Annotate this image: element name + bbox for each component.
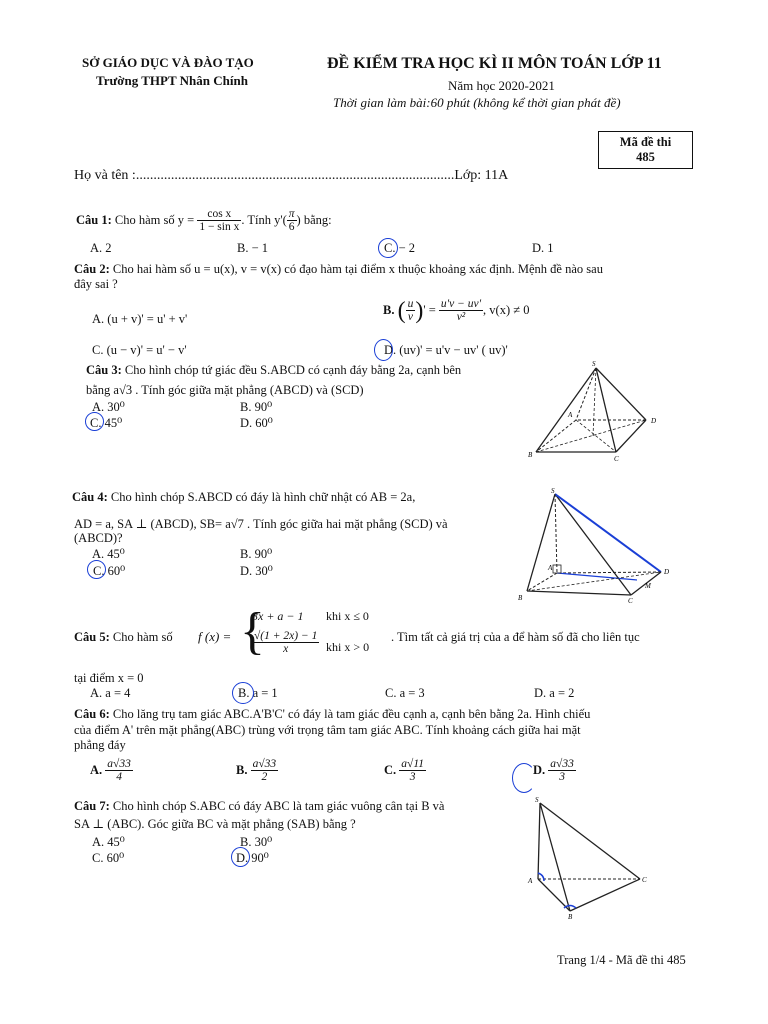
fig3-label-s: S (535, 796, 539, 804)
q1-answer-circle (378, 238, 398, 258)
q6-text-1: Cho lăng trụ tam giác ABC.A'B'C' có đáy là tam giác đều cạnh a, cạnh bên bằng 2a. Hình chiếu (112, 707, 591, 721)
q3-answer-circle (85, 412, 104, 431)
q2-option-b[interactable]: B. ( $\frac{u}{v}$ ) ' = $\frac{u'v - uv'}{\text{v²}}$ , v(x) ≠ 0 (383, 297, 530, 324)
fig1-label-d: D (651, 417, 657, 425)
q2-b-uv-fraction (406, 298, 416, 323)
q6-a-den: 4 (116, 771, 122, 784)
q6-a-label: A. (90, 763, 103, 778)
school-name: Trường THPT Nhân Chính (96, 73, 248, 88)
q5-case-2-num: √(1 + 2x) − 1 (254, 630, 318, 642)
q4-option-c[interactable]: C. 60⁰ (93, 564, 126, 578)
q5-option-c[interactable]: C. a = 3 (385, 686, 425, 700)
q4-label: Câu 4: (72, 490, 108, 504)
q5-case-1: 3x + a − 1 (252, 609, 304, 623)
fig3-base-bc (570, 879, 640, 911)
page-footer: Trang 1/4 - Mã đề thi 485 (557, 953, 686, 967)
q6-option-b[interactable] (236, 758, 278, 783)
fig3-edge-sa (538, 803, 540, 879)
q6-c-fraction (399, 758, 426, 783)
q5-option-b[interactable]: B. a = 1 (238, 686, 278, 700)
fig1-base-2 (616, 420, 646, 452)
q3-text-1: Cho hình chóp tứ giác đều S.ABCD có cạnh đáy bằng 2a, cạnh bên (124, 363, 462, 377)
fig3-label-a: A (528, 877, 533, 885)
fig2-label-s: S (551, 488, 555, 495)
q2-option-c[interactable]: C. (u − v)' = u' − v' (92, 343, 187, 357)
figure-3-pyramid (518, 795, 658, 920)
q2-b-label: B. (383, 303, 395, 318)
q1-option-b[interactable]: B. − 1 (237, 241, 269, 255)
q6-c-label: C. (384, 763, 397, 778)
department-name: SỞ GIÁO DỤC VÀ ĐÀO TẠO (82, 55, 254, 70)
fig2-label-c: C (628, 597, 633, 603)
school-year: Năm học 2020-2021 (448, 78, 555, 93)
fig2-label-b: B (518, 594, 523, 602)
q6-c-num: a√11 (401, 758, 424, 770)
q6-text-3: phẳng đáy (74, 738, 126, 752)
q2-option-d[interactable]: D. (uv)' = u'v − uv' ( uv)' (384, 343, 508, 357)
q2-b-num: u'v − uv' (440, 298, 482, 310)
q1-pi-den: 6 (288, 221, 295, 234)
fig1-height (593, 368, 596, 436)
q5-answer-circle (232, 682, 254, 704)
fig1-label-s: S (592, 360, 596, 368)
q1-pi-fraction (287, 208, 297, 233)
q6-d-num: a√33 (550, 758, 574, 770)
q6-option-c[interactable] (384, 758, 426, 783)
q6-text-2: của điểm A' trên mặt phẳng(ABC) trùng với trọng tâm tam giác ABC. Tính khoảng cách giữa hai mặt (74, 723, 581, 737)
fig2-base-3 (557, 572, 661, 573)
q2-b-paren-open: ( (397, 297, 406, 324)
q1-label: Câu 1: (76, 213, 112, 228)
q2-b-v: v (407, 311, 414, 324)
q4-answer-circle (87, 560, 106, 579)
q5-post: . Tìm tất cả giá trị của a để hàm số đã cho liên tục (391, 630, 640, 644)
q1-frac-den: 1 − sin x (199, 221, 240, 234)
q3-label: Câu 3: (86, 363, 122, 377)
q1-post: . Tính y'( (241, 213, 287, 228)
q2-b-derivative-fraction (439, 298, 483, 323)
q2-b-paren-close: ) (415, 297, 424, 324)
q5-label-line (74, 630, 173, 645)
q1-frac-num: cos x (197, 208, 241, 221)
q7-option-d[interactable]: D. 90⁰ (236, 851, 269, 865)
q5-label: Câu 5: (74, 630, 110, 644)
q4-text-1: Cho hình chóp S.ABCD có đáy là hình chữ nhật có AB = 2a, (110, 490, 416, 504)
q4-option-d[interactable]: D. 30⁰ (240, 564, 273, 578)
q6-c-den: 3 (409, 771, 416, 784)
q3-option-c[interactable]: C. 45⁰ (90, 416, 123, 430)
q6-d-label: D. (533, 763, 546, 778)
q6-label: Câu 6: (74, 707, 110, 721)
student-name-line: Họ và tên :...........................................................................................Lớp: 11A (74, 168, 509, 183)
q1-option-d[interactable]: D. 1 (532, 241, 554, 255)
q5-text-2: tại điểm x = 0 (74, 671, 144, 685)
fig2-edge-sd-highlight (555, 494, 661, 572)
fig2-label-d: D (664, 568, 670, 576)
q2-b-den: v² (456, 311, 466, 324)
q6-answer-circle (512, 763, 536, 793)
q1-fraction (197, 208, 241, 233)
q5-pre: Cho hàm số (112, 630, 173, 644)
q6-a-num: a√33 (107, 758, 131, 770)
fig1-label-c: C (614, 455, 619, 463)
q2-answer-circle (374, 339, 393, 361)
question-1 (76, 208, 332, 233)
fig2-label-a: A (548, 564, 553, 572)
q2-text-1: Cho hai hàm số u = u(x), v = v(x) có đạo hàm tại điểm x thuộc khoảng xác định. Mệnh đề nào sau (112, 262, 603, 276)
fig2-label-m: M (645, 582, 651, 590)
question-2 (74, 262, 603, 277)
q3-text-2: bằng a√3 . Tính góc giữa mặt phẳng (ABCD) và (SCD) (86, 383, 364, 397)
q7-option-a[interactable]: A. 45⁰ (92, 835, 125, 849)
q6-b-den: 2 (261, 771, 268, 784)
fig1-label-a: A (568, 411, 573, 419)
q7-answer-circle (231, 847, 250, 867)
fig1-diag-1 (536, 420, 646, 452)
q1-text: Cho hàm số y = (114, 213, 195, 228)
fig2-base-1 (527, 591, 631, 595)
q2-label: Câu 2: (74, 262, 110, 276)
q4-option-a[interactable]: A. 45⁰ (92, 547, 125, 561)
fig1-label-b: B (528, 451, 533, 459)
q5-case-2 (252, 630, 319, 655)
q2-option-a[interactable]: A. (u + v)' = u' + v' (92, 312, 188, 326)
q6-d-fraction (548, 758, 576, 783)
q6-d-den: 3 (559, 771, 565, 784)
q5-option-d[interactable]: D. a = 2 (534, 686, 575, 700)
fig2-edge-sb (555, 494, 557, 573)
q3-option-a[interactable]: A. 30⁰ (92, 400, 125, 414)
fig1-edge-sc (596, 368, 646, 420)
q7-text-2: SA ⊥ (ABC). Góc giữa BC và mặt phẳng (SAB) bằng ? (74, 817, 356, 831)
q3-option-b[interactable]: B. 90⁰ (240, 400, 273, 414)
fig1-edge-sa (536, 368, 596, 452)
q4-option-b[interactable]: B. 90⁰ (240, 547, 273, 561)
exam-code-box (598, 131, 693, 169)
q7-option-b[interactable]: B. 30⁰ (240, 835, 273, 849)
q5-case-2-fraction (252, 630, 319, 655)
fig2-edge-sc (555, 494, 631, 595)
q2-text-2: đây sai ? (74, 277, 118, 291)
figure-1-pyramid (528, 360, 698, 465)
fig2-annotation-line (557, 573, 637, 580)
q5-case-2-den: x (283, 643, 289, 656)
question-6 (74, 707, 590, 722)
q5-cond-2: khi x > 0 (326, 640, 370, 654)
q7-label: Câu 7: (74, 799, 110, 813)
fig3-label-c: C (642, 876, 647, 884)
q6-option-d[interactable] (533, 758, 576, 783)
exam-code-label: Mã đề thi (619, 135, 672, 149)
question-4 (72, 490, 415, 505)
q7-option-c[interactable]: C. 60⁰ (92, 851, 125, 865)
q6-option-a[interactable] (90, 758, 133, 783)
q5-option-a[interactable]: A. a = 4 (90, 686, 131, 700)
q5-brace: { (240, 603, 265, 660)
q4-text-3: (ABCD)? (74, 531, 123, 545)
q6-b-label: B. (236, 763, 248, 778)
q1-pi-num: π (288, 208, 295, 220)
figure-2-pyramid (515, 488, 675, 603)
fig3-edge-sc (540, 803, 640, 879)
q4-text-2: AD = a, SA ⊥ (ABCD), SB= a√7 . Tính góc giữa hai mặt phẳng (SCD) và (74, 517, 448, 531)
q6-a-fraction (105, 758, 133, 783)
q6-b-num: a√33 (252, 758, 277, 770)
fig1-edge-sb (596, 368, 616, 452)
q1-option-c[interactable]: C. − 2 (384, 241, 416, 255)
q6-b-fraction (251, 758, 279, 783)
q1-tail: ) bằng: (296, 213, 332, 228)
exam-title: ĐỀ KIỂM TRA HỌC KÌ II MÔN TOÁN LỚP 11 (327, 55, 662, 72)
q5-cond-1: khi x ≤ 0 (326, 609, 369, 623)
question-3 (86, 363, 461, 378)
q2-b-u: u (407, 298, 414, 310)
time-note: Thời gian làm bài:60 phút (không kể thời gian phát đề) (333, 95, 621, 110)
fig3-edge-sb (540, 803, 570, 911)
q2-b-post: , v(x) ≠ 0 (483, 303, 530, 318)
q3-option-d[interactable]: D. 60⁰ (240, 416, 273, 430)
fig1-edge-sd (576, 368, 596, 420)
q7-text-1: Cho hình chóp S.ABC có đáy ABC là tam giác vuông cân tại B và (112, 799, 445, 813)
q5-fx: f (x) = (198, 629, 232, 644)
question-7 (74, 799, 444, 814)
fig3-label-b: B (568, 913, 573, 920)
exam-code-value: 485 (636, 150, 655, 164)
q1-option-a[interactable]: A. 2 (90, 241, 112, 255)
